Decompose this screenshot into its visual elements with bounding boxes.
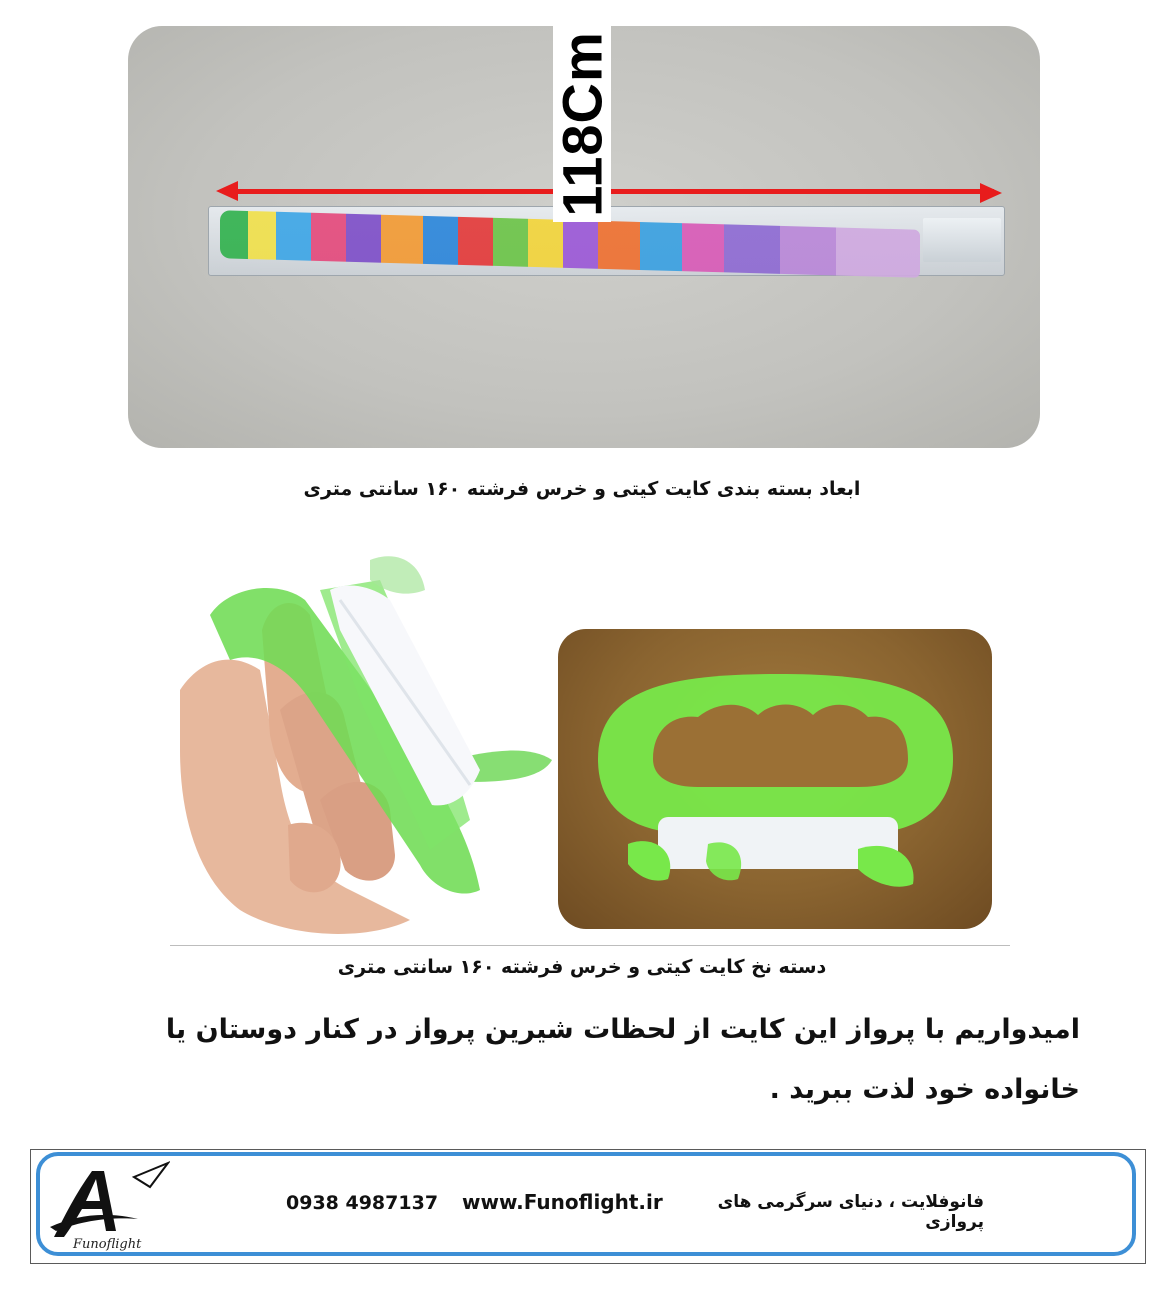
footer-tagline: فانوفلایت ، دنیای سرگرمی های پروازی (717, 1192, 984, 1232)
dimension-label: 118Cm (550, 31, 614, 217)
package-end (923, 218, 1001, 262)
arrow-right-icon (980, 183, 1002, 203)
package-photo (128, 26, 1040, 448)
handle-photo (558, 629, 992, 929)
handle-caption: دسته نخ کایت کیتی و خرس فرشته ۱۶۰ سانتی متری (337, 956, 827, 978)
package-caption: ابعاد بسته بندی کایت کیتی و خرس فرشته ۱۶۰ سانتی متری (303, 478, 861, 500)
handle-illustration (558, 629, 992, 929)
photo-baseline (170, 945, 1010, 946)
arrow-left-icon (216, 181, 238, 201)
phone-number: 0938 4987137 (286, 1192, 439, 1214)
closing-message: امیدواریم با پرواز این کایت از لحظات شیرین پرواز در کنار دوستان یا خانواده خود لذت ببرید . (165, 1014, 1080, 1105)
logo-text: Funoflight (73, 1237, 142, 1252)
website-link[interactable]: www.Funoflight.ir (462, 1190, 663, 1214)
